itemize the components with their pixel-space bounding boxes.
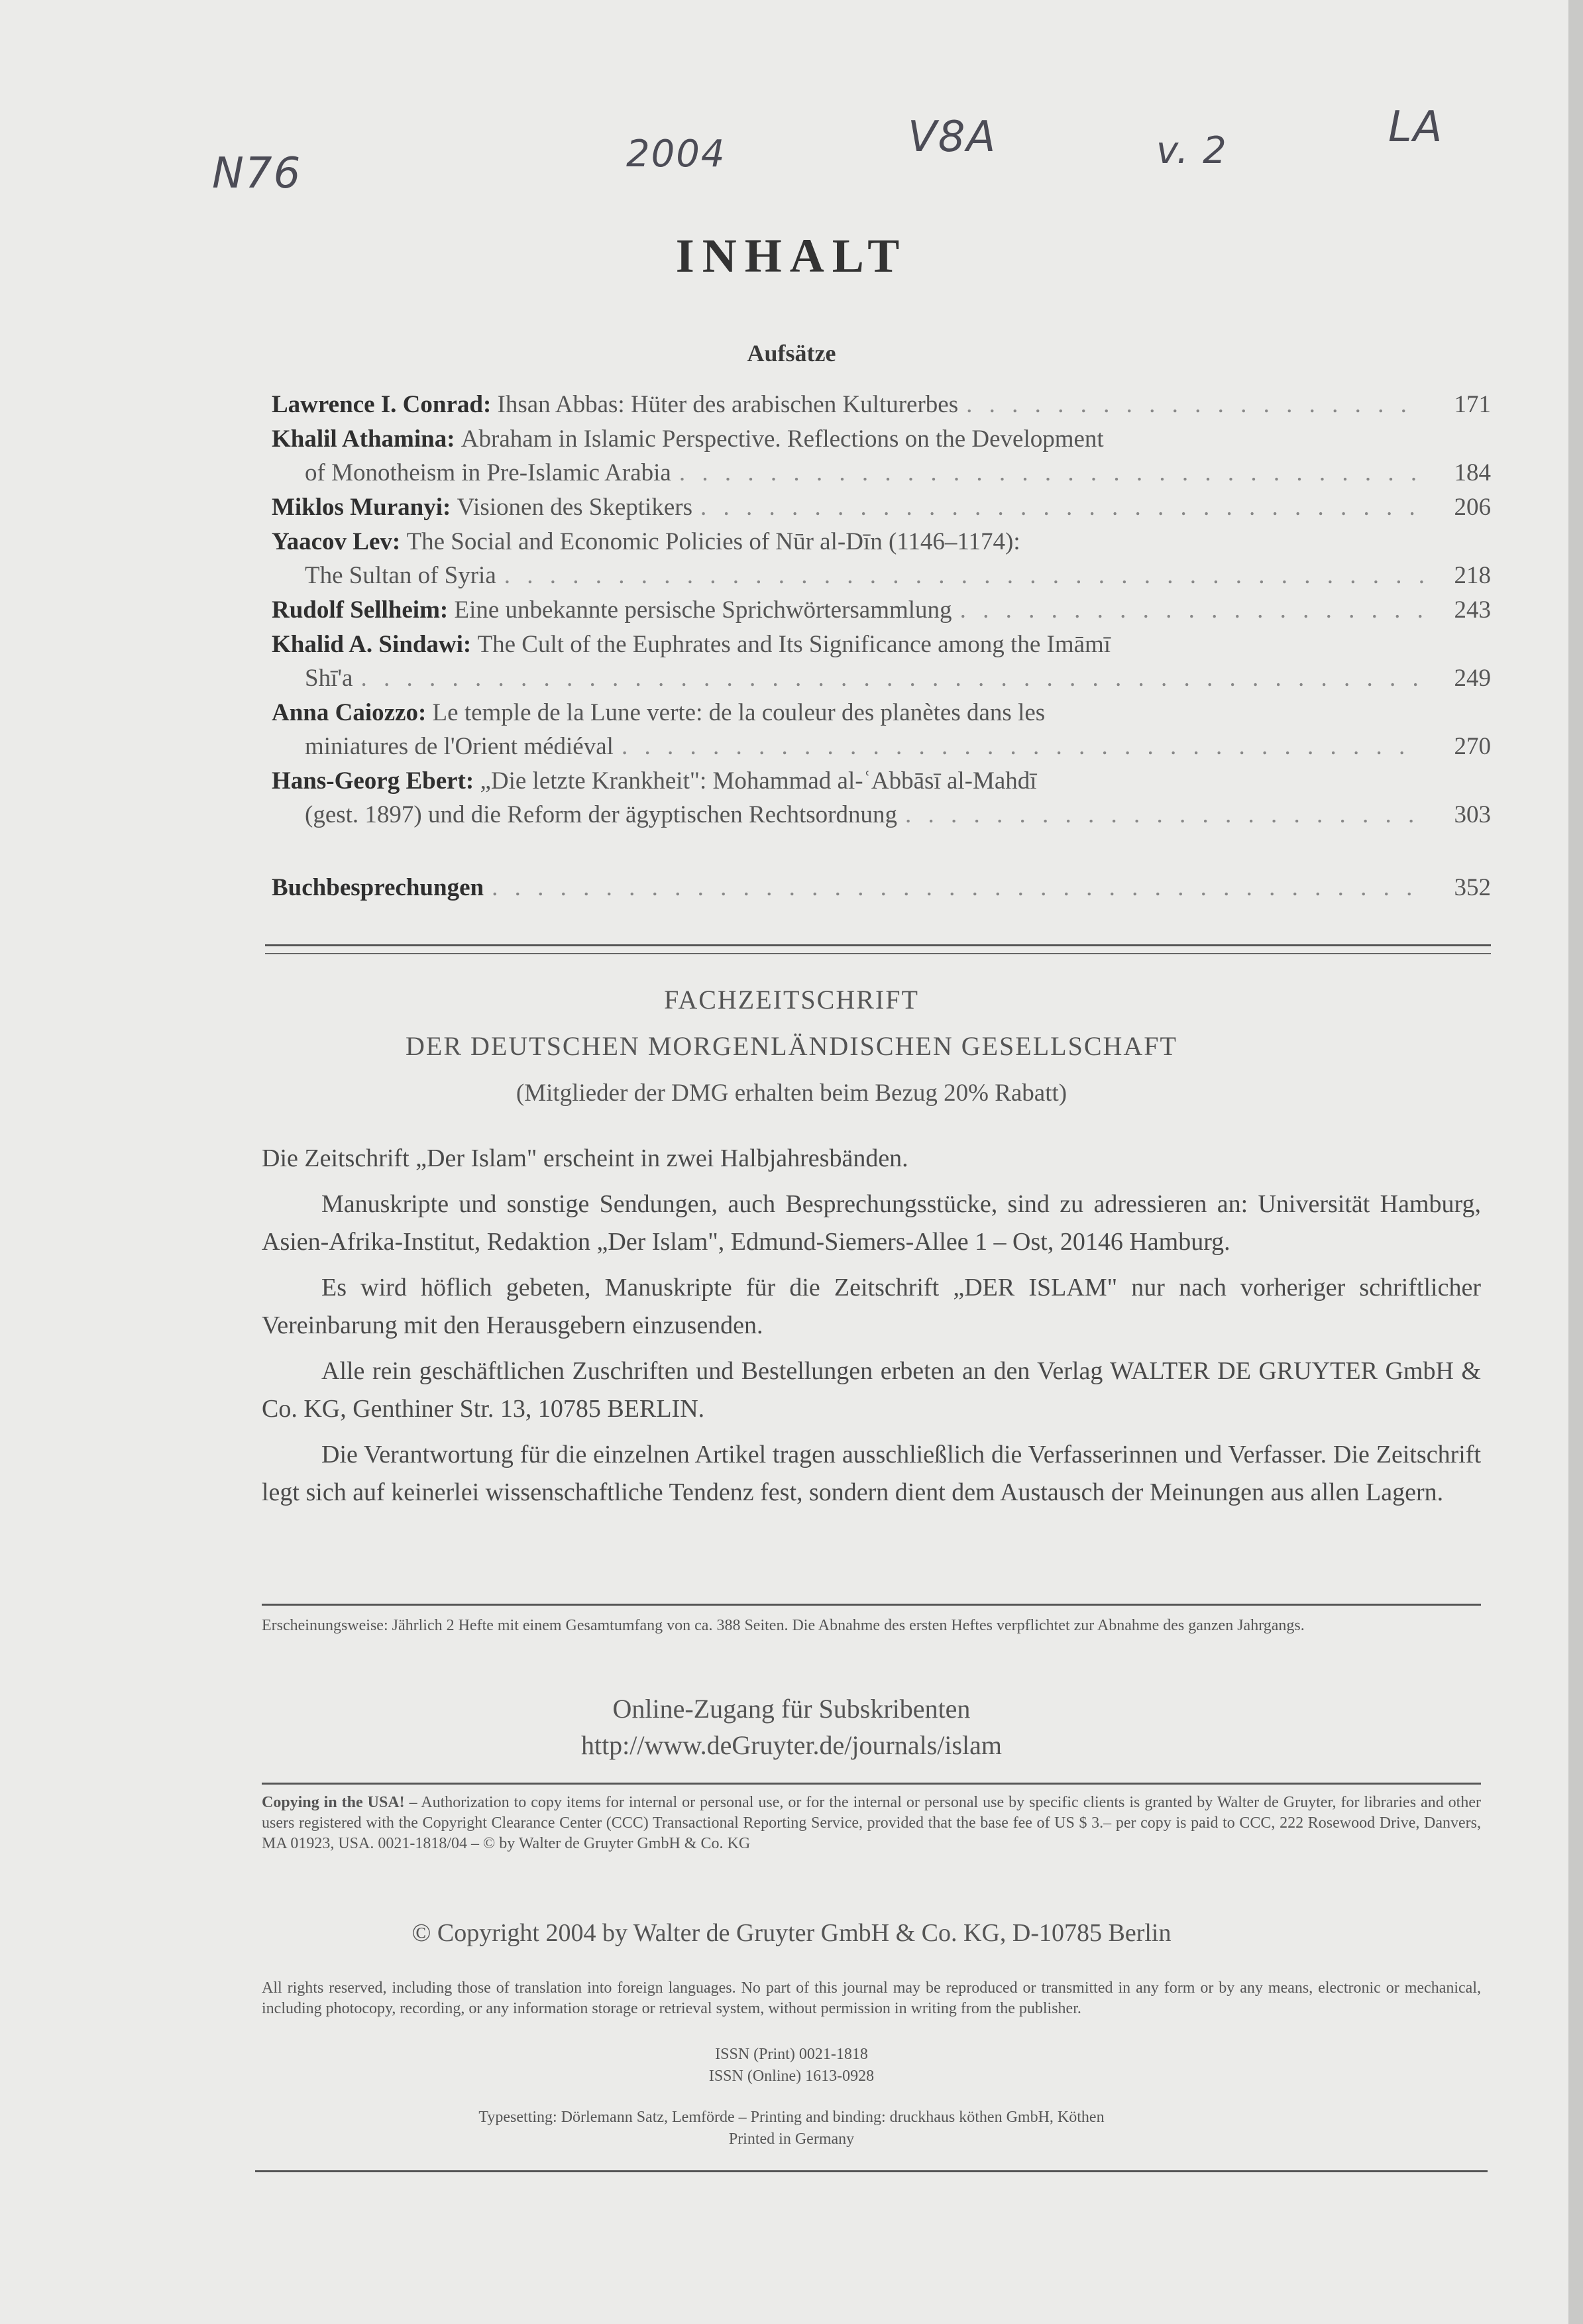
toc-title: Visionen des Skeptikers (457, 494, 692, 521)
copying-text: – Authorization to copy items for internal or personal use, or for the internal or personal use by specific clients is granted by Walter de Gruyter, for libraries and other users registered with the Copyright Clearance Center (CCC) Transactional Reporting Service, provided that the base fee of US $ 3.– per copy is paid to CCC, 222 Rosewood Drive, Danvers, MA 01923, USA. 0021-1818/04 – © by Walter de Gruyter GmbH & Co. KG (262, 1794, 1481, 1852)
toc-author: Hans-Georg Ebert: (272, 767, 474, 795)
toc-title: Abraham in Islamic Perspective. Reflections on the Development (461, 425, 1104, 453)
handwritten-shelfmark: N76 (212, 149, 302, 198)
toc-title: The Cult of the Euphrates and Its Significance among the Imāmī (477, 631, 1111, 658)
handwritten-code: V8A (908, 113, 997, 162)
issn-print: ISSN (Print) 0021-1818 (715, 2046, 868, 2063)
leader-dots (905, 798, 1423, 832)
page-title: INHALT (675, 229, 908, 282)
online-access-label: Online-Zugang für Subskribenten (612, 1694, 971, 1724)
toc-title: Ihsan Abbas: Hüter des arabischen Kulturerbes (497, 391, 959, 418)
paragraph: Die Verantwortung für die einzelnen Artikel tragen ausschließlich die Verfasserinnen und Verfasser. Die Zeitschrift legt sich auf keinerlei wissenschaftliche Tendenz fest, sondern dient dem Austausch der Meinungen aus allen Lagern. (262, 1441, 1481, 1506)
toc-entry (272, 628, 1491, 695)
handwritten-year: 2004 (626, 133, 726, 176)
toc-author: Khalil Athamina: (272, 425, 455, 453)
masthead-line-1: FACHZEITSCHRIFT (664, 985, 919, 1015)
paragraph: Alle rein geschäftlichen Zuschriften und Bestellungen erbeten an den Verlag WALTER DE GRUYTER GmbH & Co. KG, Genthiner Str. 13, 10785 BERLIN. (262, 1357, 1481, 1423)
copying-lead: Copying in the USA! (262, 1794, 405, 1811)
toc-author: Khalid A. Sindawi: (272, 631, 472, 658)
online-access-url: http://www.deGruyter.de/journals/islam (580, 1730, 1003, 1760)
toc-title: The Social and Economic Policies of Nūr al-Dīn (1146–1174): (406, 528, 1020, 555)
publication-note: Erscheinungsweise: Jährlich 2 Hefte mit einem Gesamtumfang von ca. 388 Seiten. Die Abnahme des ersten Heftes verpflichtet zur Abnahme des ganzen Jahrgangs. (262, 1617, 1305, 1634)
paragraph: Die Zeitschrift „Der Islam" erscheint in zwei Halbjahresbänden. (262, 1144, 908, 1172)
toc-entry (272, 388, 1491, 421)
toc-entry (272, 696, 1491, 763)
toc-entry (272, 525, 1491, 592)
toc-author: Anna Caiozzo: (272, 699, 427, 726)
book-reviews-label: Buchbesprechungen (272, 874, 484, 901)
toc-page: 303 (1454, 801, 1491, 828)
toc-author: Miklos Muranyi: (272, 494, 451, 521)
toc-title-continued: of Monotheism in Pre-Islamic Arabia (305, 459, 671, 486)
paragraph: Manuskripte und sonstige Sendungen, auch Besprechungsstücke, sind zu adressieren an: Universität Hamburg, Asien-Afrika-Institut, Redaktion „Der Islam", Edmund-Siemers-Allee 1 – Ost, 20146 Hamburg. (262, 1190, 1481, 1256)
copyright-line: © Copyright 2004 by Walter de Gruyter GmbH & Co. KG, D-10785 Berlin (411, 1919, 1172, 1947)
toc-entry (272, 593, 1491, 627)
journal-information (262, 1140, 1481, 1520)
copying-notice (262, 1793, 1481, 1854)
rule (262, 1604, 1481, 1606)
rule (262, 1783, 1481, 1785)
handwritten-initials: LA (1388, 103, 1444, 152)
toc-title-continued: miniatures de l'Orient médiéval (305, 733, 614, 760)
rule (255, 2170, 1488, 2172)
toc-page: 206 (1454, 494, 1491, 521)
book-reviews-page: 352 (1454, 874, 1491, 901)
masthead-line-2: DER DEUTSCHEN MORGENLÄNDISCHEN GESELLSCHAFT (406, 1031, 1177, 1061)
toc-page: 171 (1454, 391, 1491, 418)
toc-title: Le temple de la Lune verte: de la couleur des planètes dans les (432, 699, 1046, 726)
section-heading: Aufsätze (747, 340, 836, 366)
rights-notice: All rights reserved, including those of translation into foreign languages. No part of this journal may be reproduced or transmitted in any form or by any means, electronic or mechanical, including photocopy, recording, or any information storage or retrieval system, without permission in writing from the publisher. (262, 1979, 1481, 2017)
handwritten-issue: v. 2 (1156, 129, 1228, 172)
toc-page: 270 (1454, 733, 1491, 760)
toc-author: Yaacov Lev: (272, 528, 401, 555)
toc-author: Rudolf Sellheim: (272, 596, 449, 624)
toc-entry (272, 422, 1491, 490)
toc-page: 184 (1454, 459, 1491, 486)
leader-dots (960, 593, 1423, 627)
toc-entry (272, 490, 1491, 524)
leader-dots (966, 388, 1423, 421)
table-of-contents (272, 388, 1491, 832)
toc-title-continued: (gest. 1897) und die Reform der ägyptischen Rechtsordnung (305, 801, 897, 828)
toc-title-continued: The Sultan of Syria (305, 562, 496, 589)
toc-title: Eine unbekannte persische Sprichwörtersammlung (454, 596, 952, 624)
toc-entry (272, 764, 1491, 832)
printed-in: Printed in Germany (728, 2130, 855, 2148)
double-rule (265, 944, 1491, 954)
toc-title-continued: Shī'a (305, 665, 353, 692)
leader-dots (679, 456, 1423, 490)
leader-dots (700, 490, 1423, 524)
toc-page: 243 (1454, 596, 1491, 624)
book-reviews-entry (272, 873, 1491, 902)
leader-dots (622, 730, 1423, 763)
toc-page: 218 (1454, 562, 1491, 589)
leader-dots (360, 661, 1423, 695)
leader-dots (504, 559, 1423, 592)
issn-online: ISSN (Online) 1613-0928 (708, 2068, 875, 2085)
masthead-line-3: (Mitglieder der DMG erhalten beim Bezug 20% Rabatt) (516, 1079, 1067, 1107)
toc-title: „Die letzte Krankheit": Mohammad al-ʿAbbāsī al-Mahdī (480, 767, 1037, 795)
paragraph: Es wird höflich gebeten, Manuskripte für die Zeitschrift „DER ISLAM" nur nach vorheriger schriftlicher Vereinbarung mit den Herausgebern einzusenden. (262, 1274, 1481, 1339)
typesetting-credit: Typesetting: Dörlemann Satz, Lemförde – Printing and binding: druckhaus köthen GmbH, Köthen (478, 2109, 1105, 2126)
toc-page: 249 (1454, 665, 1491, 692)
leader-dots (492, 873, 1423, 902)
toc-author: Lawrence I. Conrad: (272, 391, 492, 418)
